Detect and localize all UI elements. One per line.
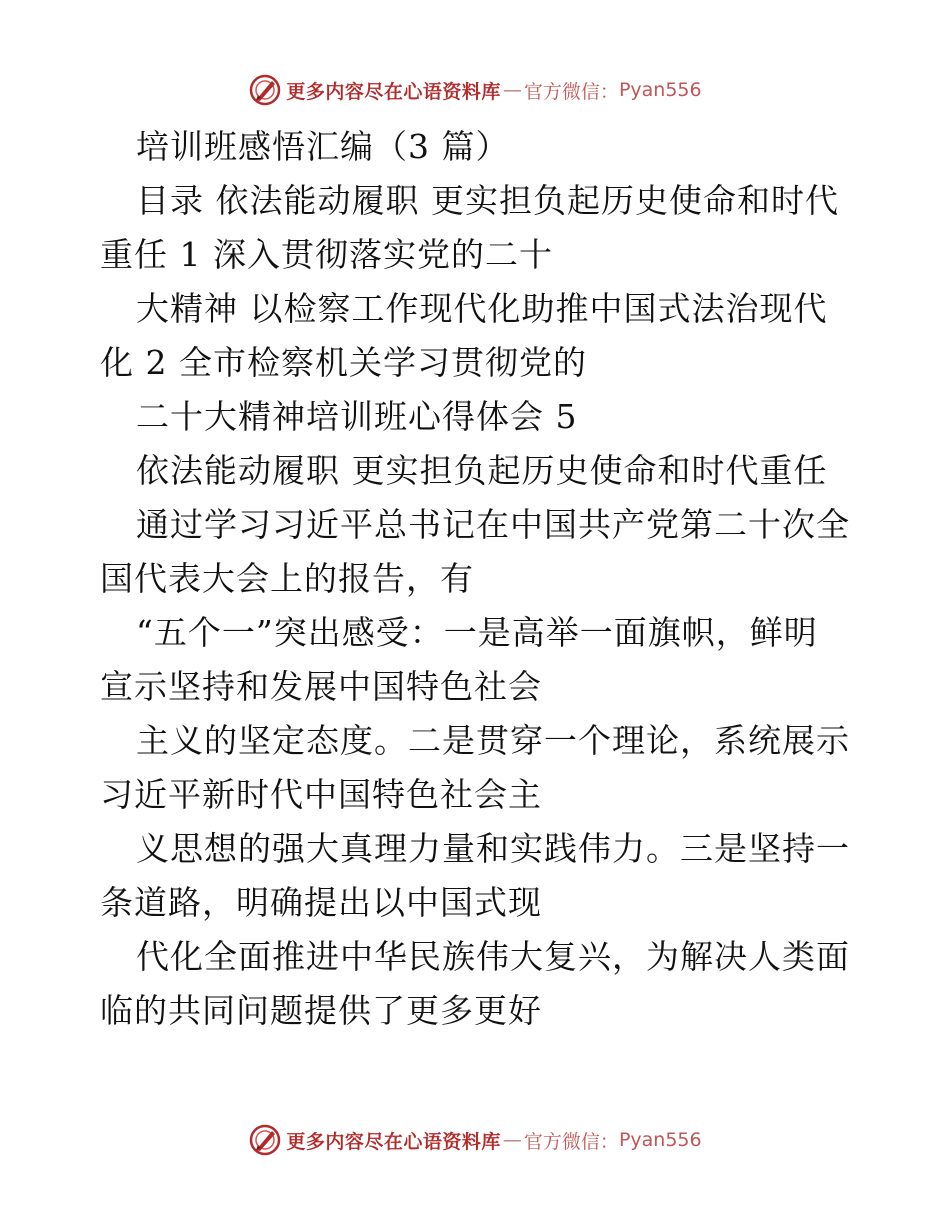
paragraph-line: 主义的坚定态度。二是贯穿一个理论，系统展示 (136, 721, 850, 760)
header-brand-text: 更多内容尽在心语资料库 (286, 80, 501, 103)
paragraph-line: “五个一”突出感受：一是高举一面旗帜，鲜明 (136, 613, 818, 652)
paragraph-line: 通过学习习近平总书记在中国共产党第二十次全 (136, 505, 850, 544)
quill-pen-logo-icon (248, 1123, 282, 1157)
header-banner (0, 70, 950, 110)
header-wechat-id: Pyan556 (618, 79, 702, 101)
header-wechat-label: 官方微信： (523, 80, 619, 103)
footer-banner (0, 1120, 950, 1160)
header-separator: — (502, 79, 522, 101)
paragraph-line: 宣示坚持和发展中国特色社会 (100, 667, 542, 706)
toc-line: 二十大精神培训班心得体会 5 (136, 397, 578, 436)
document-title: 培训班感悟汇编（3 篇） (136, 127, 510, 166)
toc-line: 重任 1 深入贯彻落实党的二十 (100, 235, 553, 274)
section-heading: 依法能动履职 更实担负起历史使命和时代重任 (136, 451, 828, 490)
toc-line: 大精神 以检察工作现代化助推中国式法治现代 (136, 289, 828, 328)
footer-wechat-id: Pyan556 (618, 1129, 702, 1151)
toc-line: 化 2 全市检察机关学习贯彻党的 (100, 343, 587, 382)
paragraph-line: 国代表大会上的报告，有 (100, 559, 474, 598)
footer-brand-text: 更多内容尽在心语资料库 (286, 1130, 501, 1153)
toc-line: 目录 依法能动履职 更实担负起历史使命和时代 (136, 181, 839, 220)
paragraph-line: 临的共同问题提供了更多更好 (100, 991, 542, 1030)
paragraph-line: 习近平新时代中国特色社会主 (100, 775, 542, 814)
footer-wechat-label: 官方微信： (523, 1130, 619, 1153)
paragraph-line: 代化全面推进中华民族伟大复兴，为解决人类面 (136, 937, 850, 976)
paragraph-line: 条道路，明确提出以中国式现 (100, 883, 542, 922)
paragraph-line: 义思想的强大真理力量和实践伟力。三是坚持一 (136, 829, 850, 868)
quill-pen-logo-icon (248, 73, 282, 107)
document-body (100, 120, 860, 1038)
footer-separator: — (502, 1129, 522, 1151)
